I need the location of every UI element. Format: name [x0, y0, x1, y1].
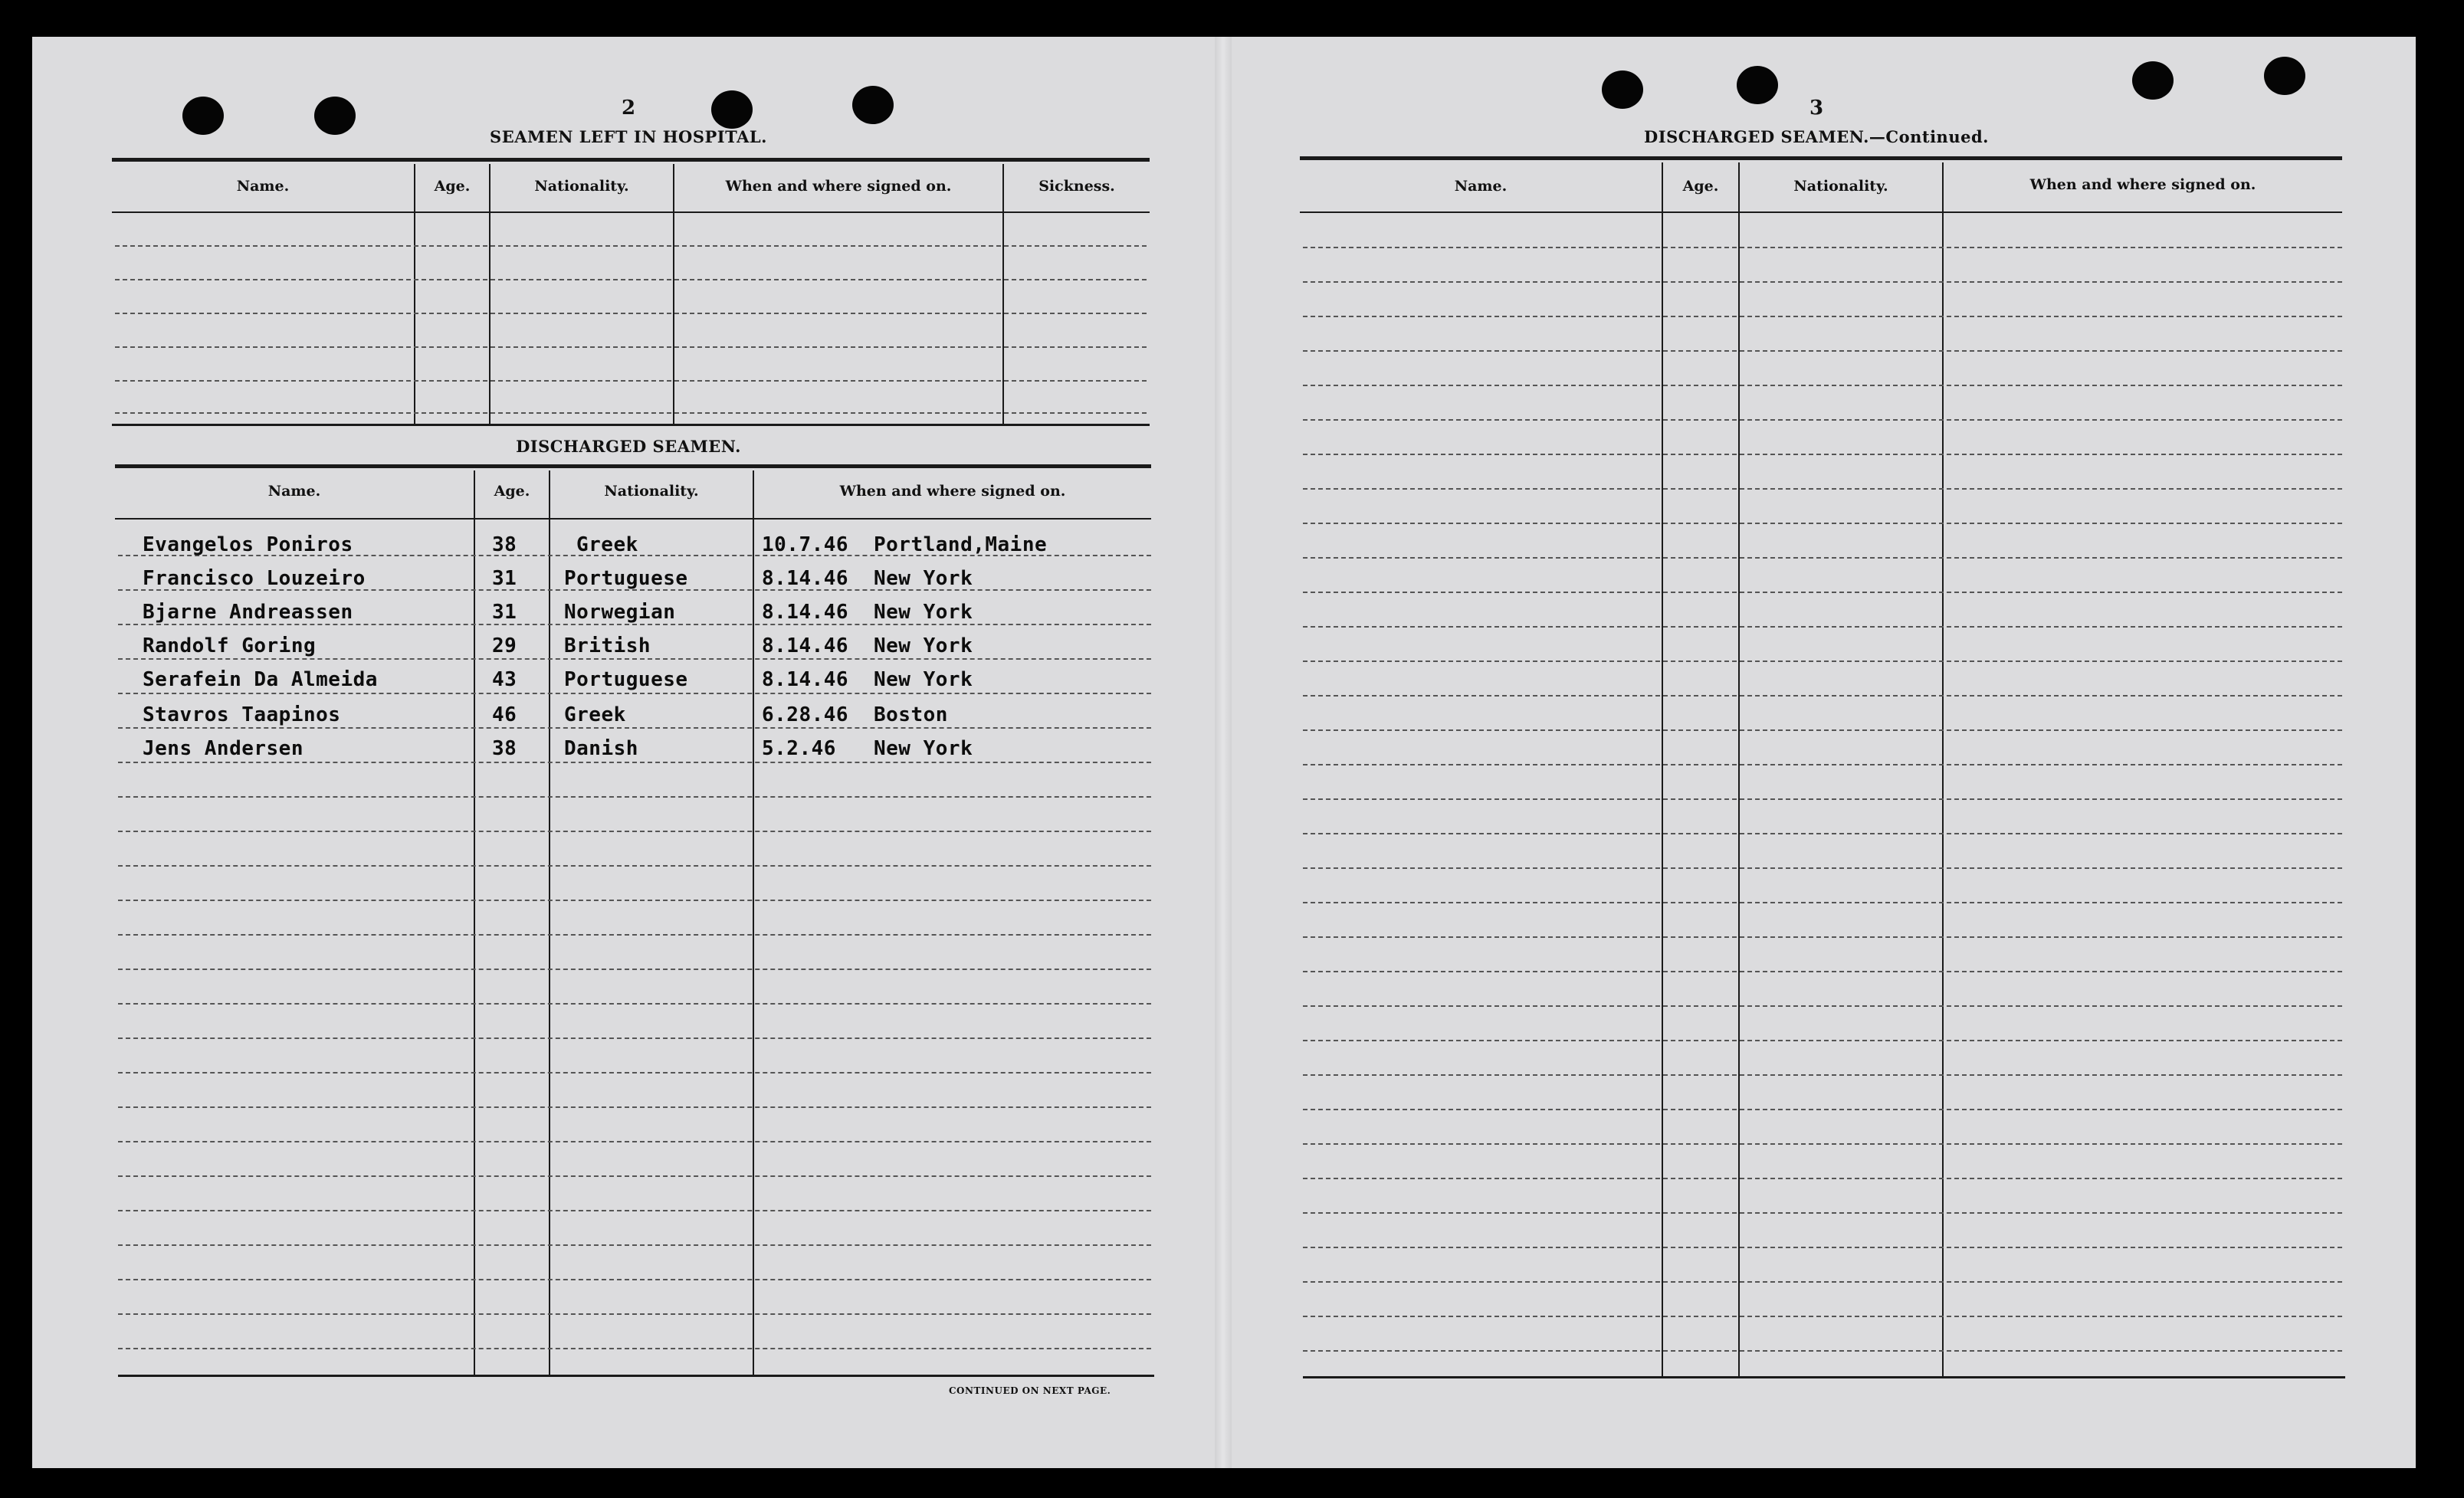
- signed-on-place: Portland,Maine: [874, 533, 1048, 556]
- dotted-line: [1303, 626, 2342, 628]
- dotted-line: [1303, 1212, 2342, 1214]
- dotted-line: [118, 1175, 1151, 1177]
- dotted-line: [1303, 523, 2342, 524]
- signed-on-place: New York: [874, 567, 973, 590]
- signed-on-date: 10.7.46: [762, 533, 849, 556]
- dotted-line: [118, 762, 1151, 763]
- signed-on-place: New York: [874, 601, 973, 624]
- seaman-age: 38: [492, 737, 517, 760]
- dotted-line: [118, 865, 1151, 867]
- column-divider: [489, 164, 491, 424]
- dotted-line: [1303, 488, 2342, 490]
- dotted-line: [118, 727, 1151, 729]
- dotted-line: [115, 412, 1147, 414]
- seaman-name: Bjarne Andreassen: [143, 601, 353, 624]
- seaman-age: 46: [492, 703, 517, 726]
- dotted-line: [1303, 1143, 2342, 1145]
- discharged-continued-title: DISCHARGED SEAMEN.—Continued.: [1644, 127, 1989, 146]
- column-divider: [1662, 162, 1663, 1376]
- signed-on-date: 8.14.46: [762, 668, 849, 691]
- page-number: 3: [1809, 97, 1824, 120]
- dotted-line: [1303, 1247, 2342, 1248]
- punch-hole: [1737, 66, 1778, 104]
- dotted-line: [1303, 247, 2342, 248]
- dotted-line: [118, 831, 1151, 832]
- rule: [112, 424, 1150, 426]
- dotted-line: [1303, 902, 2342, 903]
- dotted-line: [1303, 1178, 2342, 1179]
- rule: [1300, 211, 2342, 213]
- column-header-signed-on: When and where signed on.: [839, 483, 1066, 500]
- rule: [115, 518, 1151, 520]
- signed-on-date: 8.14.46: [762, 634, 849, 657]
- punch-hole: [852, 86, 894, 124]
- column-header-sickness: Sickness.: [1038, 178, 1115, 195]
- rule: [1300, 156, 2342, 160]
- dotted-line: [1303, 1040, 2342, 1041]
- dotted-line: [118, 1141, 1151, 1142]
- seaman-name: Stavros Taapinos: [143, 703, 341, 726]
- seaman-nationality: Greek: [576, 533, 638, 556]
- dotted-line: [1303, 281, 2342, 283]
- column-divider: [549, 470, 550, 1375]
- seaman-nationality: Danish: [564, 737, 638, 760]
- column-divider: [1738, 162, 1740, 1376]
- dotted-line: [1303, 454, 2342, 455]
- rule: [112, 158, 1150, 162]
- signed-on-date: 5.2.46: [762, 737, 836, 760]
- seaman-name: Serafein Da Almeida: [143, 668, 378, 691]
- punch-hole: [711, 90, 753, 129]
- dotted-line: [118, 624, 1151, 625]
- signed-on-place: Boston: [874, 703, 948, 726]
- seaman-age: 31: [492, 567, 517, 590]
- column-divider: [673, 164, 674, 424]
- rule: [118, 1375, 1154, 1377]
- column-header-nationality: Nationality.: [604, 483, 699, 500]
- dotted-line: [118, 796, 1151, 798]
- signed-on-place: New York: [874, 737, 973, 760]
- page-fold: [1215, 37, 1232, 1468]
- seaman-age: 29: [492, 634, 517, 657]
- dotted-line: [1303, 936, 2342, 938]
- column-header-signed-on: When and where signed on.: [2029, 176, 2256, 193]
- dotted-line: [1303, 798, 2342, 800]
- dotted-line: [1303, 867, 2342, 869]
- dotted-line: [1303, 1316, 2342, 1317]
- dotted-line: [118, 1106, 1151, 1108]
- dotted-line: [1303, 729, 2342, 731]
- punch-hole: [314, 97, 356, 135]
- dotted-line: [118, 1037, 1151, 1039]
- seaman-name: Francisco Louzeiro: [143, 567, 366, 590]
- dotted-line: [118, 1348, 1151, 1349]
- dotted-line: [118, 658, 1151, 660]
- page-number: 2: [621, 97, 636, 120]
- dotted-line: [115, 279, 1147, 280]
- dotted-line: [1303, 695, 2342, 697]
- dotted-line: [1303, 1005, 2342, 1007]
- continued-footer: CONTINUED ON NEXT PAGE.: [949, 1385, 1111, 1396]
- column-divider: [474, 470, 475, 1375]
- discharged-section-title: DISCHARGED SEAMEN.: [516, 437, 741, 456]
- column-header-signed-on: When and where signed on.: [725, 178, 952, 195]
- signed-on-place: New York: [874, 668, 973, 691]
- dotted-line: [1303, 1281, 2342, 1283]
- hospital-section-title: SEAMEN LEFT IN HOSPITAL.: [490, 127, 767, 146]
- column-divider: [414, 164, 415, 424]
- seaman-nationality: Portuguese: [564, 668, 688, 691]
- seaman-name: Evangelos Poniros: [143, 533, 353, 556]
- dotted-line: [118, 1244, 1151, 1246]
- seaman-name: Randolf Goring: [143, 634, 317, 657]
- dotted-line: [1303, 764, 2342, 765]
- dotted-line: [118, 1003, 1151, 1005]
- column-header-nationality: Nationality.: [1793, 178, 1888, 195]
- signed-on-place: New York: [874, 634, 973, 657]
- column-header-age: Age.: [1682, 178, 1719, 195]
- seaman-name: Jens Andersen: [143, 737, 303, 760]
- column-divider: [1002, 164, 1004, 424]
- column-header-age: Age.: [434, 178, 471, 195]
- column-header-nationality: Nationality.: [534, 178, 629, 195]
- seaman-nationality: Greek: [564, 703, 626, 726]
- dotted-line: [1303, 1350, 2342, 1352]
- seaman-age: 38: [492, 533, 517, 556]
- dotted-line: [115, 346, 1147, 348]
- dotted-line: [1303, 833, 2342, 834]
- dotted-line: [1303, 1074, 2342, 1076]
- dotted-line: [1303, 350, 2342, 352]
- column-header-name: Name.: [1454, 178, 1508, 195]
- dotted-line: [1303, 316, 2342, 317]
- dotted-line: [118, 693, 1151, 694]
- signed-on-date: 8.14.46: [762, 601, 849, 624]
- signed-on-date: 6.28.46: [762, 703, 849, 726]
- dotted-line: [118, 1210, 1151, 1211]
- dotted-line: [1303, 660, 2342, 662]
- dotted-line: [1303, 385, 2342, 386]
- dotted-line: [115, 380, 1147, 382]
- dotted-line: [1303, 592, 2342, 593]
- dotted-line: [1303, 1109, 2342, 1110]
- punch-hole: [2132, 61, 2174, 100]
- dotted-line: [118, 1279, 1151, 1280]
- column-divider: [753, 470, 754, 1375]
- seaman-nationality: British: [564, 634, 651, 657]
- punch-hole: [2264, 57, 2305, 95]
- seaman-nationality: Portuguese: [564, 567, 688, 590]
- dotted-line: [115, 313, 1147, 314]
- seaman-age: 31: [492, 601, 517, 624]
- column-header-name: Name.: [267, 483, 321, 500]
- punch-hole: [1602, 70, 1643, 109]
- signed-on-date: 8.14.46: [762, 567, 849, 590]
- column-header-name: Name.: [236, 178, 290, 195]
- dotted-line: [1303, 971, 2342, 972]
- dotted-line: [1303, 557, 2342, 559]
- dotted-line: [118, 969, 1151, 970]
- seaman-age: 43: [492, 668, 517, 691]
- dotted-line: [118, 1313, 1151, 1315]
- dotted-line: [1303, 419, 2342, 421]
- column-divider: [1942, 162, 1944, 1376]
- rule: [112, 211, 1150, 213]
- dotted-line: [118, 1072, 1151, 1074]
- punch-hole: [182, 97, 224, 135]
- rule: [1303, 1376, 2345, 1378]
- dotted-line: [115, 245, 1147, 247]
- column-header-age: Age.: [494, 483, 530, 500]
- dotted-line: [118, 900, 1151, 901]
- rule: [115, 464, 1151, 468]
- seaman-nationality: Norwegian: [564, 601, 676, 624]
- dotted-line: [118, 934, 1151, 936]
